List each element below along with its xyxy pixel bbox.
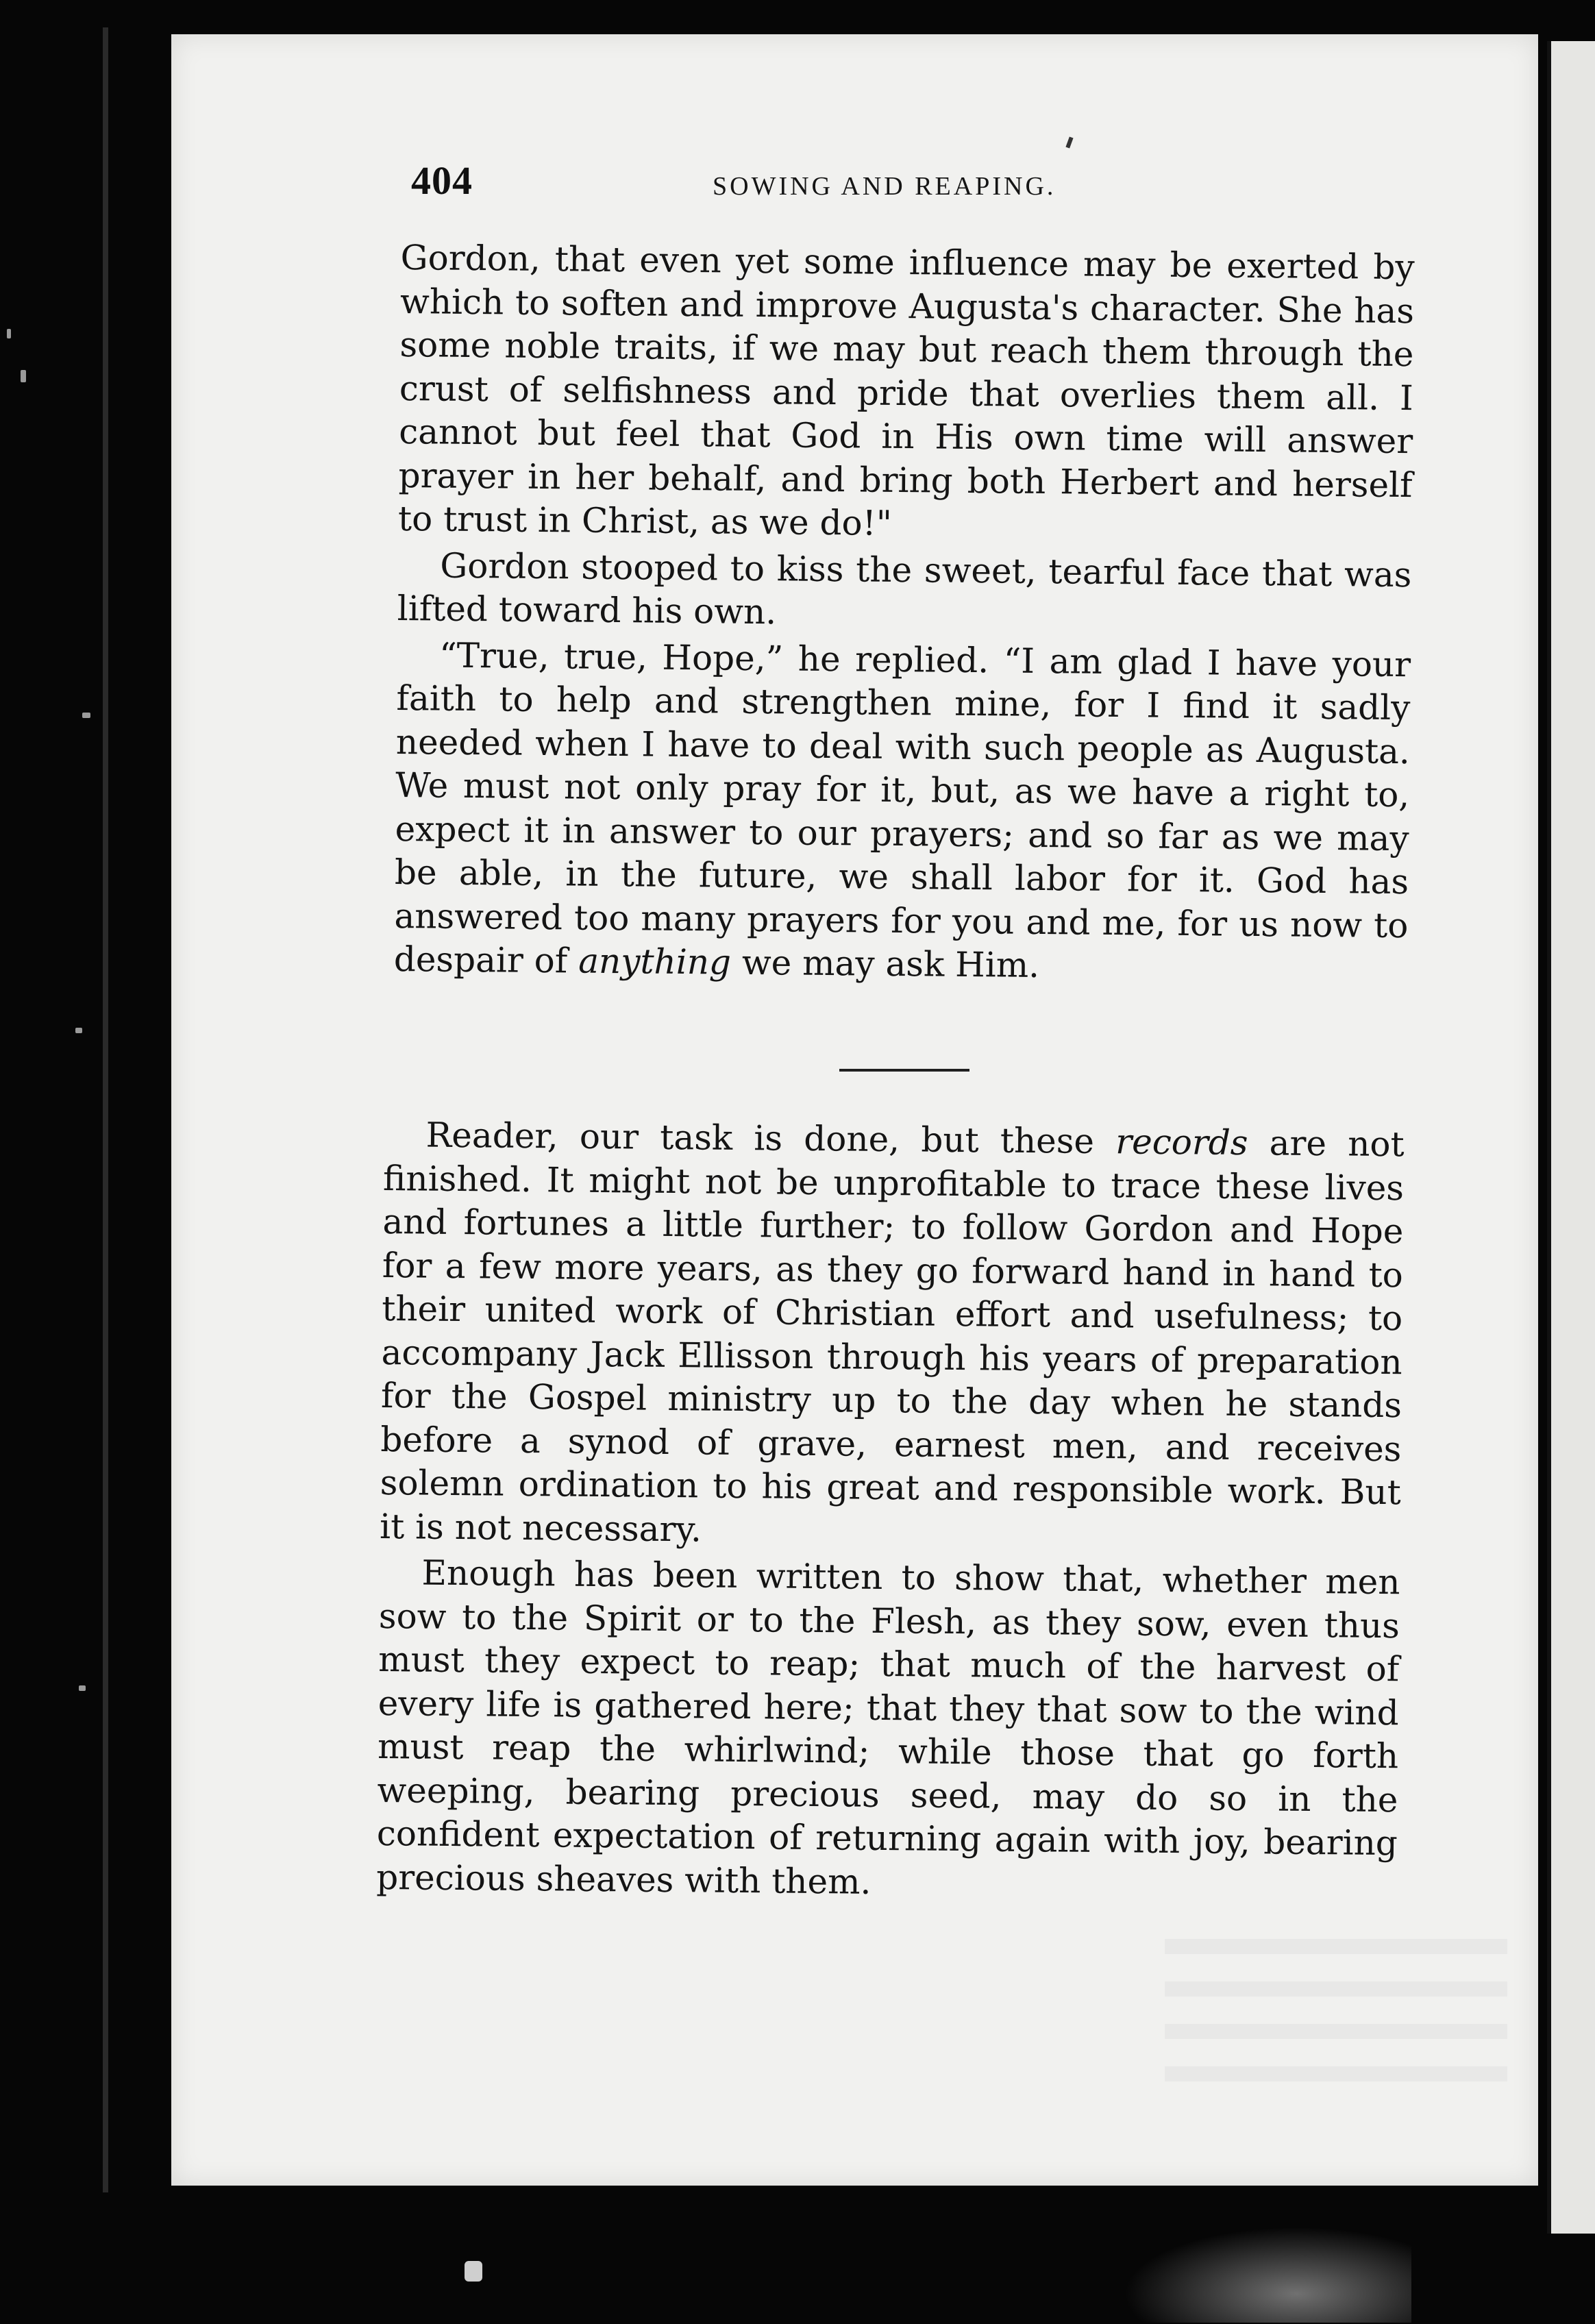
paragraph: Gordon stooped to kiss the sweet, tearful face that was lifted toward his own. — [397, 545, 1412, 632]
speck — [75, 1028, 82, 1033]
page-number: 404 — [411, 158, 473, 203]
text-block-before-break — [394, 236, 1415, 991]
paragraph-text: Reader, our task is done, but these — [425, 1115, 1116, 1162]
speck — [21, 370, 26, 382]
adjacent-page-divider — [1547, 41, 1551, 2234]
paragraph-text: “True, true, Hope,” he replied. “I am glad I have your faith to help and strengthen mine, for I find it sadly needed when I have to deal with such people as Augusta. We must not only pray for it, but, as we have a right to, expect it in answer to our prayers; and so far as we may be able, in the future, we shall labor for it. God has answered too many prayers for you and me, for us now to despair of — [393, 635, 1411, 981]
paragraph-text-end: we may ask Him. — [730, 942, 1040, 985]
emphasis-text: records — [1115, 1122, 1248, 1163]
bottom-margin-mark — [465, 2261, 482, 2282]
text-block-after-break — [376, 1113, 1405, 1909]
show-through-text — [1165, 1939, 1507, 2083]
speck — [7, 329, 11, 338]
emphasis-text: anything — [578, 941, 732, 982]
paragraph-text-end: are not finished. It might not be unprofitable to trace these lives and fortunes a little further; to follow Gordon and Hope for a few more years, as they go forward hand in hand to their united work of Christian effort and usefulness; to accompany Jack Ellisson through his years of preparation for the Gospel ministry up to the day when he stands before a synod of grave, earnest men, and receives solemn ordination to his great and responsible work. But it is not necessary. — [379, 1123, 1405, 1549]
section-break-rule — [839, 1069, 969, 1072]
paragraph-reader — [380, 1113, 1405, 1558]
adjacent-page-edge — [1547, 41, 1595, 2234]
corner-smudge — [1124, 2227, 1411, 2323]
speck — [79, 1685, 86, 1691]
paragraph-conclusion: Enough has been written to show that, whether men sow to the Spirit or to the Flesh, as they sow, even thus must they expect to reap; that much of the harvest of every life is gathered here; that they that sow to the wind must reap the whirlwind; while those that go forth weeping, bearing precious seed, may do so in the confident expectation of returning again with joy, bearing precious sheaves with them. — [376, 1553, 1400, 1902]
paragraph-dialogue — [394, 633, 1411, 991]
speck — [82, 713, 90, 718]
page-header — [411, 158, 1439, 212]
paragraph-continued: Gordon, that even yet some influence may be exerted by which to soften and improve Augusta's character. She has some noble traits, if we may but reach them through the crust of selfishness and pride that overlies them all. I cannot but feel that God in His own time will answer prayer in her behalf, and bring both Herbert and herself to trust in Christ, as we do!" — [397, 237, 1415, 543]
running-head: SOWING AND REAPING. — [713, 172, 1056, 201]
page-gutter-edge — [103, 27, 108, 2192]
